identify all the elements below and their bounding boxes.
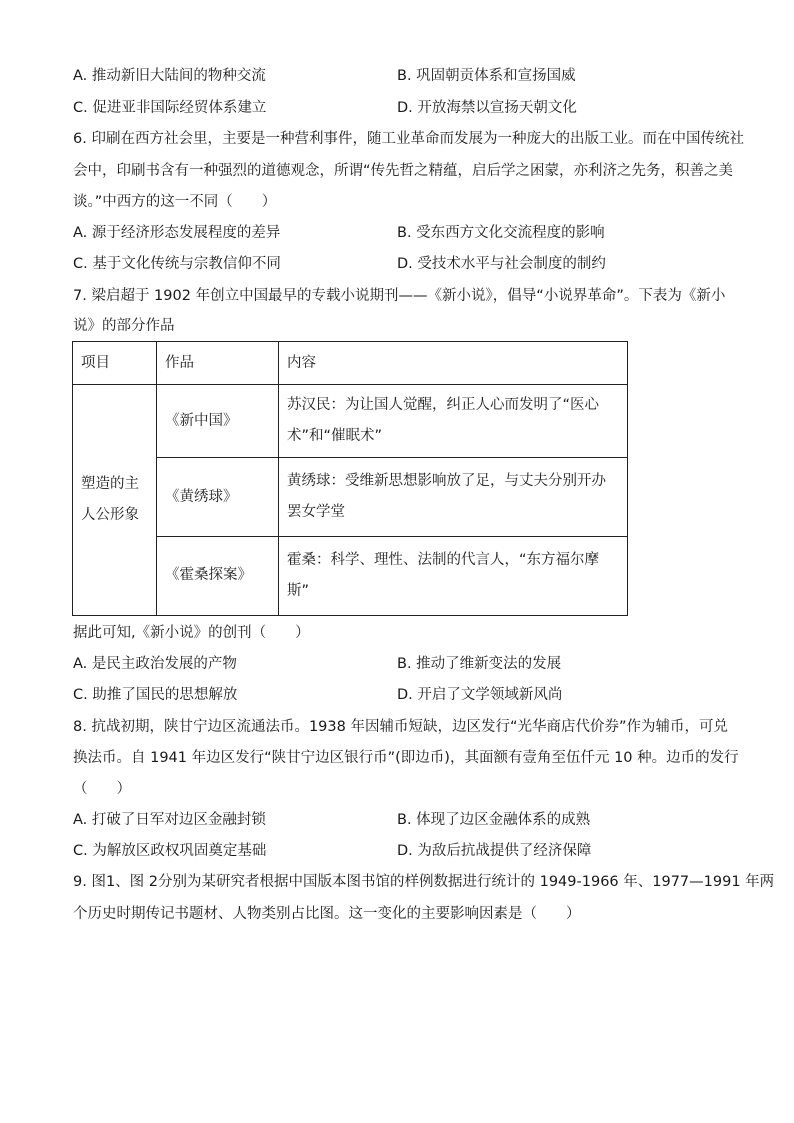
q7-option-c: C. 助推了国民的思想解放 xyxy=(73,687,238,703)
table-row xyxy=(73,458,628,536)
q6-option-a: A. 源于经济形态发展程度的差异 xyxy=(73,225,281,241)
q7-option-d: D. 开启了文学领域新风尚 xyxy=(397,687,563,703)
q7-stem-line-2: 说》的部分作品 xyxy=(73,318,175,334)
q6-option-c: C. 基于文化传统与宗教信仰不同 xyxy=(73,256,281,272)
table-row xyxy=(73,385,628,458)
header-item: 项目 xyxy=(73,342,157,385)
q6-stem-line-3: 谈。”中西方的这一不同（ ） xyxy=(73,194,277,210)
novel-works-table xyxy=(72,341,628,616)
q9-stem-line-2: 个历史时期传记书题材、人物类别占比图。这一变化的主要影响因素是（ ） xyxy=(73,906,581,922)
q9-stem-line-1: 9. 图1、图 2分别为某研究者根据中国版本图书馆的样例数据进行统计的 1949-1966 年、1977—1991 年两 xyxy=(73,874,775,890)
table-header-row xyxy=(73,342,628,385)
q8-option-d: D. 为敌后抗战提供了经济保障 xyxy=(397,843,592,859)
q5-option-b: B. 巩固朝贡体系和宣扬国威 xyxy=(397,68,576,84)
header-work: 作品 xyxy=(157,342,279,385)
q8-stem-line-3: （ ） xyxy=(73,781,131,797)
work-cell: 《霍桑探案》 xyxy=(157,536,279,615)
content-cell: 苏汉民：为让国人觉醒，纠正人心而发明了“医心术”和“催眠术” xyxy=(279,385,628,458)
q5-option-d: D. 开放海禁以宣扬天朝文化 xyxy=(397,100,577,116)
q7-option-b: B. 推动了维新变法的发展 xyxy=(397,656,562,672)
q8-stem-line-2: 换法币。自 1941 年边区发行“陕甘宁边区银行币”(即边币)，其面额有壹角至伍仟元 10 种。边币的发行 xyxy=(73,750,739,766)
q8-option-a: A. 打破了日军对边区金融封锁 xyxy=(73,812,266,828)
q7-stem-line-1: 7. 梁启超于 1902 年创立中国最早的专载小说期刊——《新小说》，倡导“小说界革命”。下表为《新小 xyxy=(73,288,726,304)
q6-option-b: B. 受东西方文化交流程度的影响 xyxy=(397,225,605,241)
q6-stem-line-1: 6. 印刷在西方社会里，主要是一种营利事件，随工业革命而发展为一种庞大的出版工业。而在中国传统社 xyxy=(73,131,744,147)
q7-option-a: A. 是民主政治发展的产物 xyxy=(73,656,237,672)
work-cell: 《新中国》 xyxy=(157,385,279,458)
q6-stem-line-2: 会中，印刷书含有一种强烈的道德观念，所谓“传先哲之精蕴，启后学之困蒙，亦利济之先务，积善之美 xyxy=(73,163,734,179)
content-cell: 霍桑：科学、理性、法制的代言人，“东方福尔摩斯” xyxy=(279,536,628,615)
q8-stem-line-1: 8. 抗战初期，陕甘宁边区流通法币。1938 年因辅币短缺，边区发行“光华商店代价券”作为辅币，可兑 xyxy=(73,719,728,735)
table-row xyxy=(73,536,628,615)
q7-question-line: 据此可知,《新小说》的创刊（ ） xyxy=(73,625,310,641)
q5-option-a: A. 推动新旧大陆间的物种交流 xyxy=(73,68,266,84)
q6-option-d: D. 受技术水平与社会制度的制约 xyxy=(397,256,606,272)
content-cell: 黄绣球：受维新思想影响放了足，与丈夫分别开办罢女学堂 xyxy=(279,458,628,536)
q8-option-b: B. 体现了边区金融体系的成熟 xyxy=(397,812,591,828)
header-content: 内容 xyxy=(279,342,628,385)
category-cell: 塑造的主人公形象 xyxy=(73,385,157,616)
work-cell: 《黄绣球》 xyxy=(157,458,279,536)
q8-option-c: C. 为解放区政权巩固奠定基础 xyxy=(73,843,267,859)
q5-option-c: C. 促进亚非国际经贸体系建立 xyxy=(73,100,267,116)
